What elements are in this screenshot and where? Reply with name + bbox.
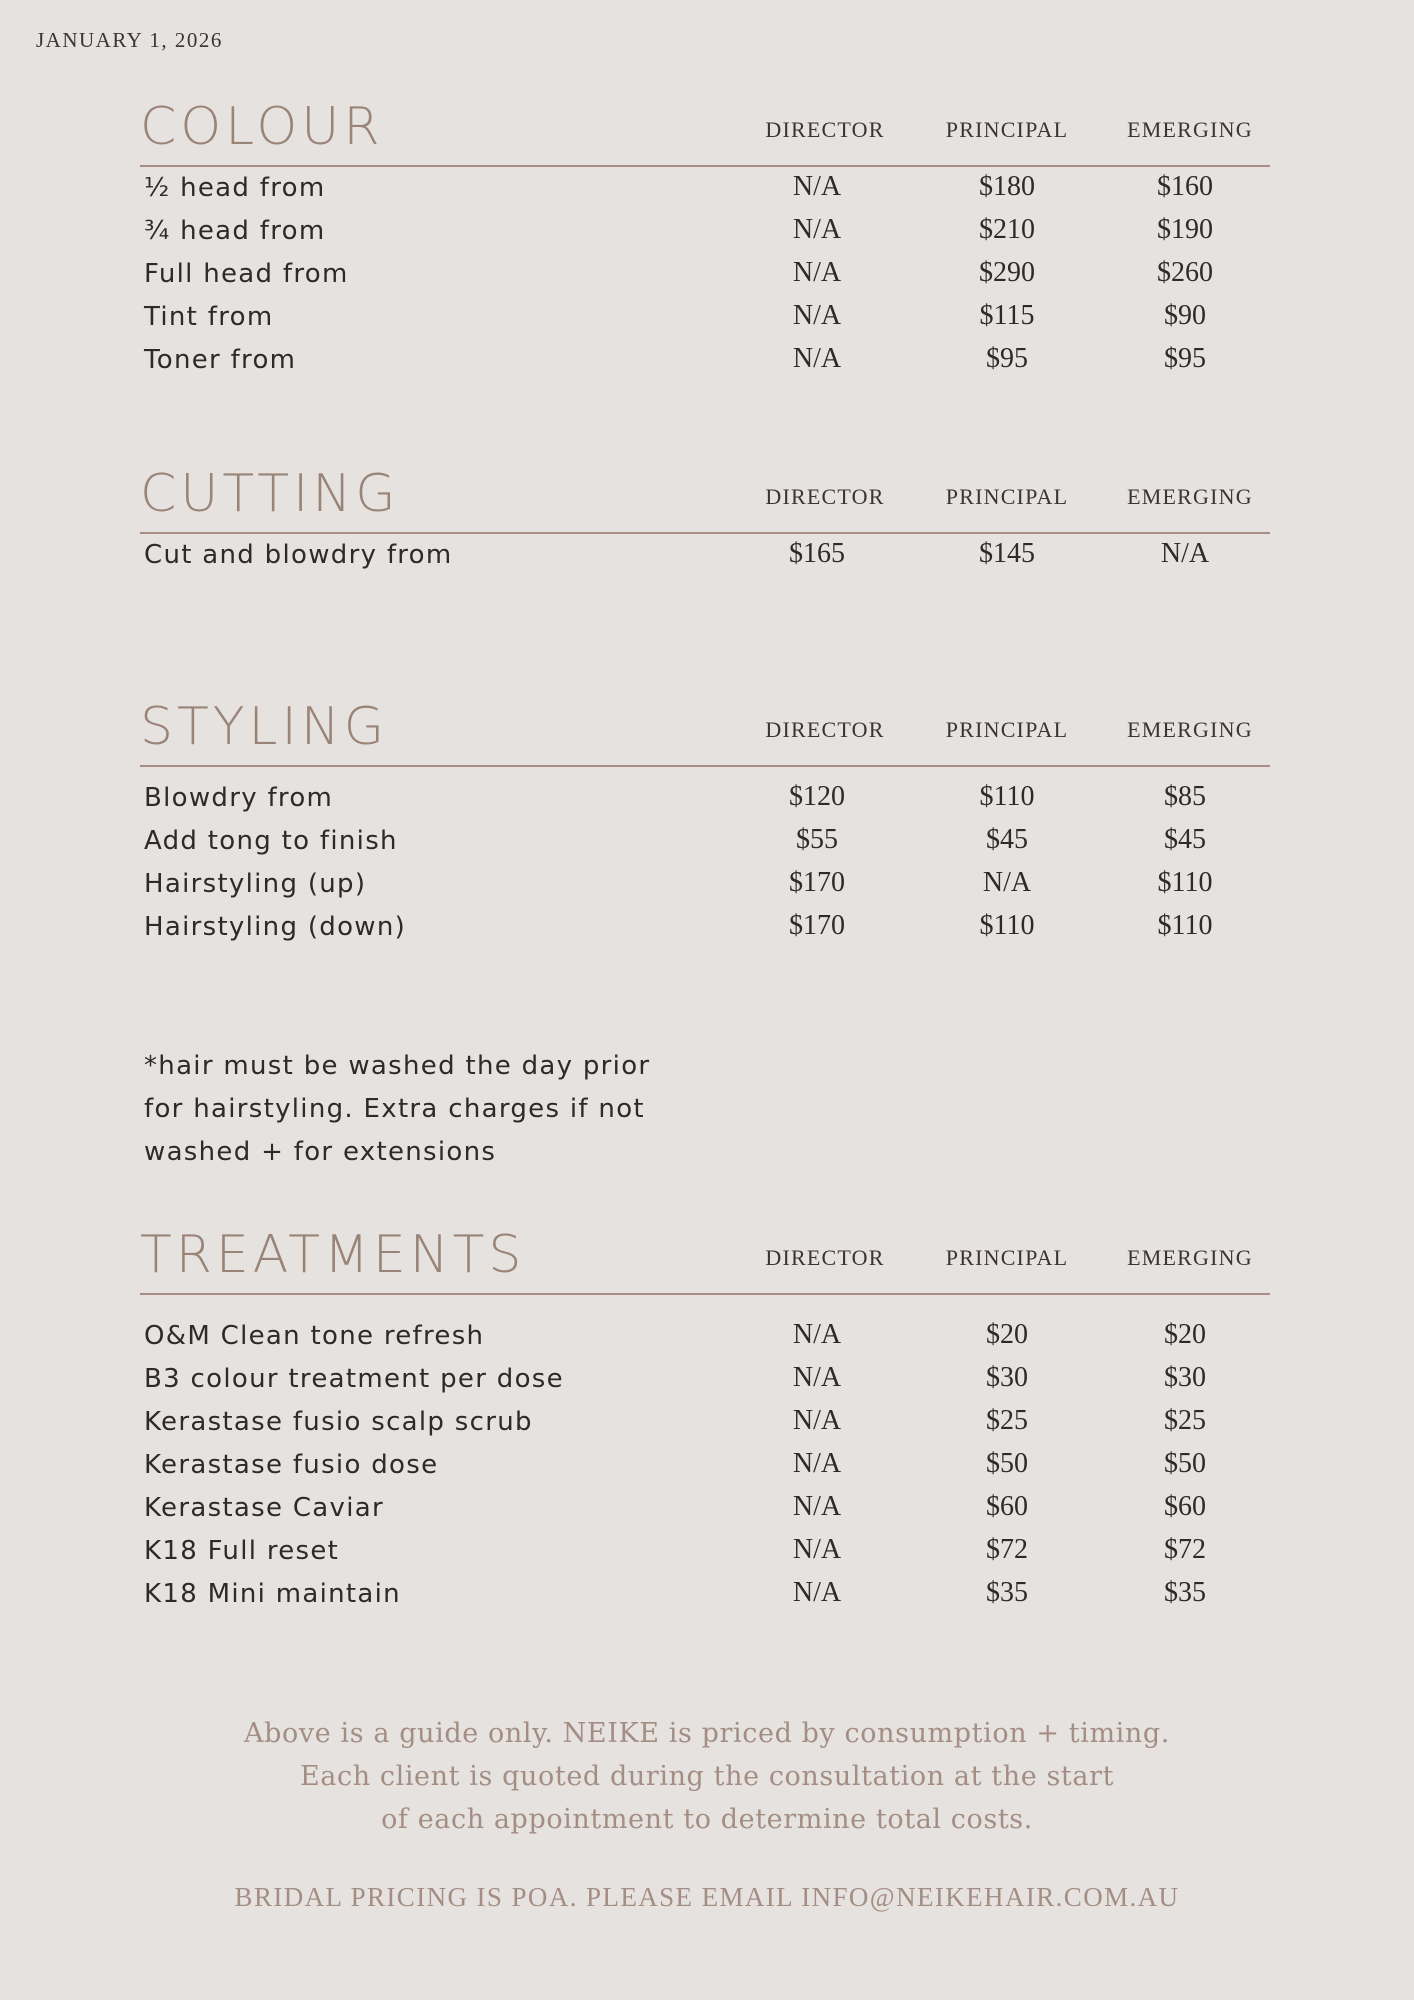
price-director: $170 xyxy=(789,910,845,941)
disclaimer-line: Each client is quoted during the consultation at the start xyxy=(299,1761,1115,1792)
price-director: N/A xyxy=(792,257,842,288)
bridal-pricing-note: BRIDAL PRICING IS POA. PLEASE EMAIL INFO@NEIKEHAIR.COM.AU xyxy=(234,1882,1180,1912)
price-emerging: $110 xyxy=(1157,867,1213,898)
section-header xyxy=(140,95,1278,165)
price-principal: $50 xyxy=(986,1448,1028,1479)
section-header xyxy=(140,695,1278,765)
price-director: $55 xyxy=(796,824,838,855)
price-director: N/A xyxy=(792,1319,842,1350)
disclaimer-line: Above is a guide only. NEIKE is priced by consumption + timing. xyxy=(244,1718,1170,1749)
column-header-emerging: EMERGING xyxy=(1127,117,1253,142)
price-row xyxy=(140,906,1278,949)
section-divider xyxy=(140,1293,1270,1295)
note-line: *hair must be washed the day prior xyxy=(144,1051,651,1081)
service-name: ¾ head from xyxy=(144,216,326,246)
column-header-director: DIRECTOR xyxy=(765,1245,885,1270)
price-director: N/A xyxy=(792,1577,842,1608)
price-list xyxy=(140,777,1278,949)
price-row xyxy=(140,1573,1278,1616)
price-principal: $290 xyxy=(979,257,1035,288)
price-emerging: $110 xyxy=(1157,910,1213,941)
price-emerging: $20 xyxy=(1164,1319,1206,1350)
column-header-emerging: EMERGING xyxy=(1127,717,1253,742)
price-director: N/A xyxy=(792,1491,842,1522)
price-emerging: $50 xyxy=(1164,1448,1206,1479)
service-name: Hairstyling (down) xyxy=(144,912,407,942)
pricing-disclaimer xyxy=(0,1712,1414,1841)
service-name: Full head from xyxy=(144,259,349,289)
price-emerging: $190 xyxy=(1157,214,1213,245)
section-divider xyxy=(140,765,1270,767)
price-emerging: $90 xyxy=(1164,300,1206,331)
column-header-director: DIRECTOR xyxy=(765,484,885,509)
price-director: N/A xyxy=(792,1405,842,1436)
column-header-director: DIRECTOR xyxy=(765,717,885,742)
price-emerging: N/A xyxy=(1160,538,1210,569)
price-row xyxy=(140,1401,1278,1444)
price-list xyxy=(140,534,1278,577)
cutting-section xyxy=(140,462,1278,577)
section-title: COLOUR xyxy=(140,97,384,157)
price-emerging: $85 xyxy=(1164,781,1206,812)
price-row xyxy=(140,863,1278,906)
price-emerging: $95 xyxy=(1164,343,1206,374)
price-director: N/A xyxy=(792,343,842,374)
price-principal: $110 xyxy=(979,910,1035,941)
price-principal: $25 xyxy=(986,1405,1028,1436)
service-name: ½ head from xyxy=(144,173,326,203)
price-principal: $72 xyxy=(986,1534,1028,1565)
price-row xyxy=(140,1444,1278,1487)
service-name: Kerastase fusio dose xyxy=(144,1450,439,1480)
price-principal: $95 xyxy=(986,343,1028,374)
price-row xyxy=(140,167,1278,210)
price-director: $170 xyxy=(789,867,845,898)
price-row xyxy=(140,777,1278,820)
price-row xyxy=(140,1487,1278,1530)
disclaimer-line: of each appointment to determine total costs. xyxy=(381,1804,1033,1835)
price-emerging: $72 xyxy=(1164,1534,1206,1565)
column-header-principal: PRINCIPAL xyxy=(945,484,1069,509)
price-row xyxy=(140,1530,1278,1573)
price-emerging: $260 xyxy=(1157,257,1213,288)
price-row xyxy=(140,1315,1278,1358)
price-director: N/A xyxy=(792,300,842,331)
note-line: washed + for extensions xyxy=(144,1137,497,1167)
price-director: $120 xyxy=(789,781,845,812)
service-name: O&M Clean tone refresh xyxy=(144,1321,485,1351)
section-header xyxy=(140,1223,1278,1293)
price-director: N/A xyxy=(792,171,842,202)
service-name: K18 Full reset xyxy=(144,1536,340,1566)
service-name: Toner from xyxy=(144,345,297,375)
price-principal: $110 xyxy=(979,781,1035,812)
styling-note xyxy=(144,1045,704,1174)
price-principal: $30 xyxy=(986,1362,1028,1393)
price-director: N/A xyxy=(792,214,842,245)
price-row xyxy=(140,296,1278,339)
section-title: STYLING xyxy=(140,697,389,757)
price-row xyxy=(140,1358,1278,1401)
price-principal: $60 xyxy=(986,1491,1028,1522)
price-emerging: $25 xyxy=(1164,1405,1206,1436)
service-name: K18 Mini maintain xyxy=(144,1579,401,1609)
price-principal: $20 xyxy=(986,1319,1028,1350)
price-emerging: $60 xyxy=(1164,1491,1206,1522)
price-list xyxy=(140,1315,1278,1616)
service-name: Kerastase fusio scalp scrub xyxy=(144,1407,533,1437)
service-name: Tint from xyxy=(144,302,274,332)
column-header-principal: PRINCIPAL xyxy=(945,1245,1069,1270)
price-emerging: $45 xyxy=(1164,824,1206,855)
service-name: Hairstyling (up) xyxy=(144,869,367,899)
price-principal: $210 xyxy=(979,214,1035,245)
price-director: N/A xyxy=(792,1534,842,1565)
price-list xyxy=(140,167,1278,382)
column-header-principal: PRINCIPAL xyxy=(945,117,1069,142)
price-row xyxy=(140,534,1278,577)
price-principal: $145 xyxy=(979,538,1035,569)
price-principal: $45 xyxy=(986,824,1028,855)
colour-section xyxy=(140,95,1278,382)
price-principal: $180 xyxy=(979,171,1035,202)
section-title: TREATMENTS xyxy=(140,1225,526,1285)
service-name: Add tong to finish xyxy=(144,826,398,856)
price-director: N/A xyxy=(792,1448,842,1479)
price-principal: $35 xyxy=(986,1577,1028,1608)
price-principal: N/A xyxy=(982,867,1032,898)
price-row xyxy=(140,339,1278,382)
treatments-section xyxy=(140,1223,1278,1616)
column-header-emerging: EMERGING xyxy=(1127,484,1253,509)
service-name: Cut and blowdry from xyxy=(144,540,453,570)
styling-section xyxy=(140,695,1278,949)
service-name: Kerastase Caviar xyxy=(144,1493,384,1523)
price-director: $165 xyxy=(789,538,845,569)
document-date: JANUARY 1, 2026 xyxy=(36,28,223,52)
price-director: N/A xyxy=(792,1362,842,1393)
price-row xyxy=(140,820,1278,863)
section-header xyxy=(140,462,1278,532)
column-header-principal: PRINCIPAL xyxy=(945,717,1069,742)
price-emerging: $160 xyxy=(1157,171,1213,202)
section-title: CUTTING xyxy=(140,464,400,524)
service-name: Blowdry from xyxy=(144,783,334,813)
price-row xyxy=(140,253,1278,296)
price-row xyxy=(140,210,1278,253)
column-header-director: DIRECTOR xyxy=(765,117,885,142)
note-line: for hairstyling. Extra charges if not xyxy=(144,1094,645,1124)
service-name: B3 colour treatment per dose xyxy=(144,1364,564,1394)
column-header-emerging: EMERGING xyxy=(1127,1245,1253,1270)
price-emerging: $35 xyxy=(1164,1577,1206,1608)
price-principal: $115 xyxy=(979,300,1035,331)
price-emerging: $30 xyxy=(1164,1362,1206,1393)
